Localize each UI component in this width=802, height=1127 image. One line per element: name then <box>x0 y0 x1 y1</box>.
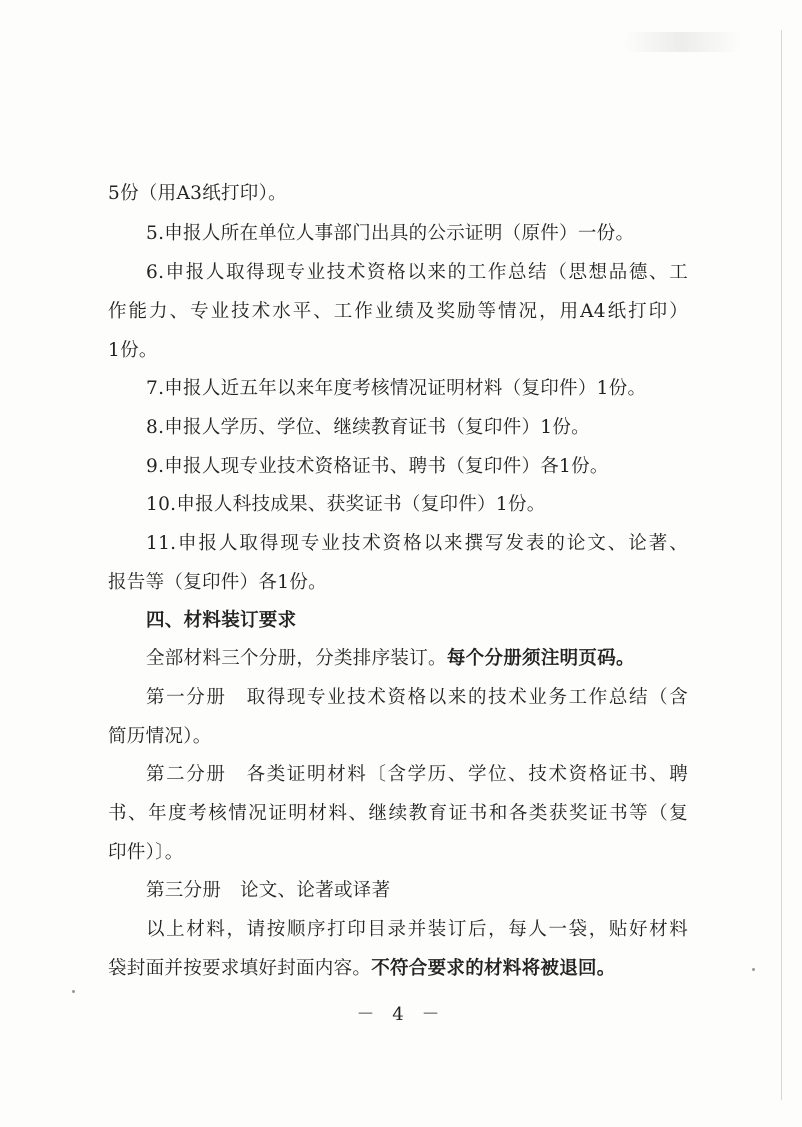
item-11-line-1: 11.申报人取得现专业技术资格以来撰写发表的论文、论著、 <box>146 533 688 554</box>
scan-speck <box>752 968 755 971</box>
volume-1-line-2: 简历情况）。 <box>108 726 212 747</box>
binding-intro-text: 全部材料三个分册，分类排序装订。 <box>146 648 447 669</box>
volume-2-line-1: 第二分册 各类证明材料〔含学历、学位、技术资格证书、聘 <box>146 764 688 785</box>
closing-text: 袋封面并按要求填好封面内容。 <box>108 958 372 979</box>
item-6-line-2: 作能力、专业技术水平、工作业绩及奖励等情况，用A4纸打印） <box>108 301 688 322</box>
volume-2-line-3: 印件）〕。 <box>108 842 184 863</box>
text-line-1: 5份（用A3纸打印）。 <box>108 183 287 204</box>
closing-bold: 不符合要求的材料将被退回。 <box>371 958 616 979</box>
scan-artifact <box>622 32 742 52</box>
closing-line-2 <box>108 957 616 981</box>
scan-speck <box>72 990 75 993</box>
page-number: － 4 － <box>356 1004 446 1025</box>
volume-2-line-2: 书、年度考核情况证明材料、继续教育证书和各类获奖证书等（复 <box>108 803 688 824</box>
item-6-line-3: 1份。 <box>108 340 158 361</box>
volume-3: 第三分册 论文、论著或译著 <box>146 880 391 901</box>
binding-intro <box>146 647 635 671</box>
item-8: 8.申报人学历、学位、继续教育证书（复印件）1份。 <box>146 417 590 438</box>
item-9: 9.申报人现专业技术资格证书、聘书（复印件）各1份。 <box>146 456 609 477</box>
item-10: 10.申报人科技成果、获奖证书（复印件）1份。 <box>146 494 546 515</box>
volume-1-line-1: 第一分册 取得现专业技术资格以来的技术业务工作总结（含 <box>146 687 688 708</box>
closing-line-1: 以上材料，请按顺序打印目录并装订后，每人一袋，贴好材料 <box>146 919 688 940</box>
item-11-line-2: 报告等（复印件）各1份。 <box>108 572 327 593</box>
section-heading: 四、材料装订要求 <box>146 610 297 631</box>
item-6-line-1: 6.申报人取得现专业技术资格以来的工作总结（思想品德、工 <box>146 262 688 283</box>
binding-intro-bold: 每个分册须注明页码。 <box>446 648 635 669</box>
scan-edge-line <box>781 30 782 1100</box>
item-5: 5.申报人所在单位人事部门出具的公示证明（原件）一份。 <box>146 223 635 244</box>
item-7: 7.申报人近五年以来年度考核情况证明材料（复印件）1份。 <box>146 378 647 399</box>
